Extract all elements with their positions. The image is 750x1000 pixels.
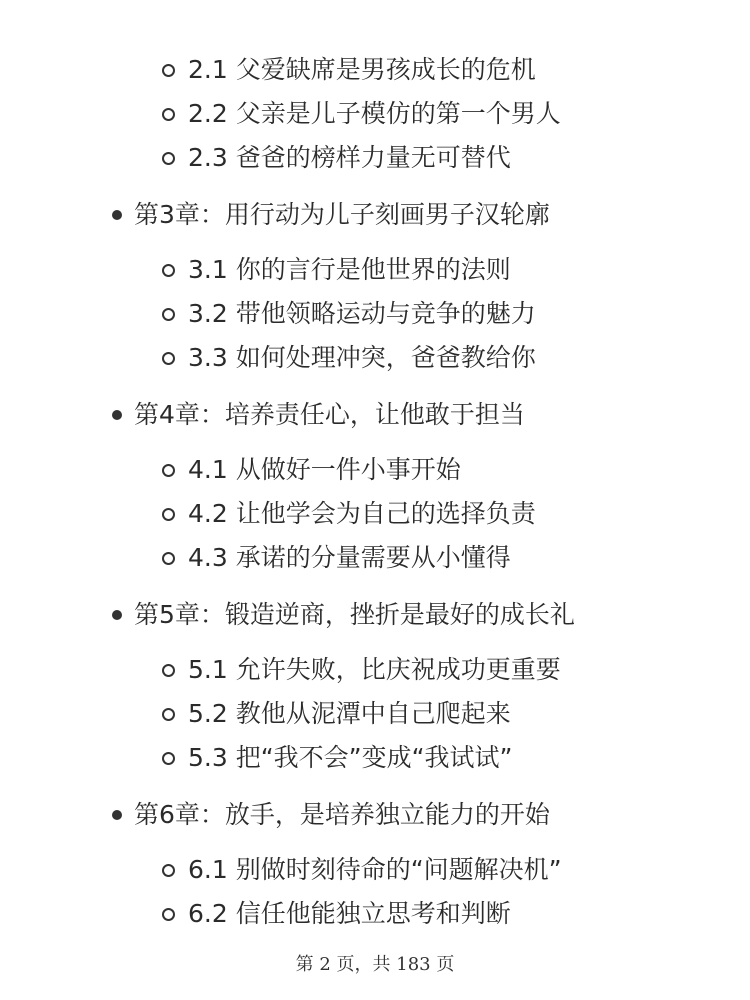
subsection-item <box>0 92 750 136</box>
hollow-bullet-icon <box>162 464 175 477</box>
subsection-label: 3.3 如何处理冲突，爸爸教给你 <box>188 343 536 372</box>
subsection-label: 4.3 承诺的分量需要从小懂得 <box>188 543 511 572</box>
subsection-label: 6.2 信任他能独立思考和判断 <box>188 899 511 928</box>
hollow-bullet-icon <box>162 264 175 277</box>
page-number-footer: 第 2 页，共 183 页 <box>295 954 455 975</box>
hollow-bullet-icon <box>162 108 175 121</box>
hollow-bullet-icon <box>162 908 175 921</box>
hollow-bullet-icon <box>162 152 175 165</box>
subsection-label: 3.2 带他领略运动与竞争的魅力 <box>188 299 536 328</box>
subsection-item <box>0 536 750 580</box>
subsection-label: 3.1 你的言行是他世界的法则 <box>188 255 511 284</box>
hollow-bullet-icon <box>162 664 175 677</box>
subsection-item <box>0 136 750 180</box>
subsection-label: 6.1 别做时刻待命的“问题解决机” <box>188 855 562 884</box>
hollow-bullet-icon <box>162 708 175 721</box>
subsection-list <box>0 448 750 580</box>
chapter-heading <box>0 189 750 241</box>
subsection-list <box>0 48 750 180</box>
subsection-list <box>0 648 750 780</box>
subsection-item <box>0 892 750 936</box>
subsection-label: 2.2 父亲是儿子模仿的第一个男人 <box>188 99 561 128</box>
subsection-item <box>0 692 750 736</box>
subsection-item <box>0 48 750 92</box>
chapter-heading <box>0 589 750 641</box>
filled-bullet-icon <box>112 810 122 820</box>
hollow-bullet-icon <box>162 508 175 521</box>
subsection-item <box>0 292 750 336</box>
filled-bullet-icon <box>112 610 122 620</box>
chapter-title: 第4章：培养责任心，让他敢于担当 <box>134 400 525 429</box>
subsection-label: 4.2 让他学会为自己的选择负责 <box>188 499 536 528</box>
subsection-label: 5.1 允许失败，比庆祝成功更重要 <box>188 655 561 684</box>
hollow-bullet-icon <box>162 552 175 565</box>
subsection-item <box>0 736 750 780</box>
subsection-label: 2.3 爸爸的榜样力量无可替代 <box>188 143 511 172</box>
hollow-bullet-icon <box>162 352 175 365</box>
subsection-label: 4.1 从做好一件小事开始 <box>188 455 461 484</box>
subsection-item <box>0 648 750 692</box>
hollow-bullet-icon <box>162 64 175 77</box>
subsection-label: 5.2 教他从泥潭中自己爬起来 <box>188 699 511 728</box>
hollow-bullet-icon <box>162 752 175 765</box>
hollow-bullet-icon <box>162 308 175 321</box>
chapter-title: 第5章：锻造逆商，挫折是最好的成长礼 <box>134 600 575 629</box>
hollow-bullet-icon <box>162 864 175 877</box>
subsection-item <box>0 336 750 380</box>
chapter-heading <box>0 789 750 841</box>
subsection-label: 2.1 父爱缺席是男孩成长的危机 <box>188 55 536 84</box>
subsection-list <box>0 248 750 380</box>
subsection-item <box>0 448 750 492</box>
chapter-heading <box>0 389 750 441</box>
subsection-item <box>0 848 750 892</box>
filled-bullet-icon <box>112 210 122 220</box>
filled-bullet-icon <box>112 410 122 420</box>
subsection-item <box>0 492 750 536</box>
subsection-label: 5.3 把“我不会”变成“我试试” <box>188 743 513 772</box>
chapter-title: 第3章：用行动为儿子刻画男子汉轮廓 <box>134 200 550 229</box>
chapter-title: 第6章：放手，是培养独立能力的开始 <box>134 800 550 829</box>
table-of-contents <box>0 48 750 936</box>
subsection-item <box>0 248 750 292</box>
subsection-list <box>0 848 750 936</box>
